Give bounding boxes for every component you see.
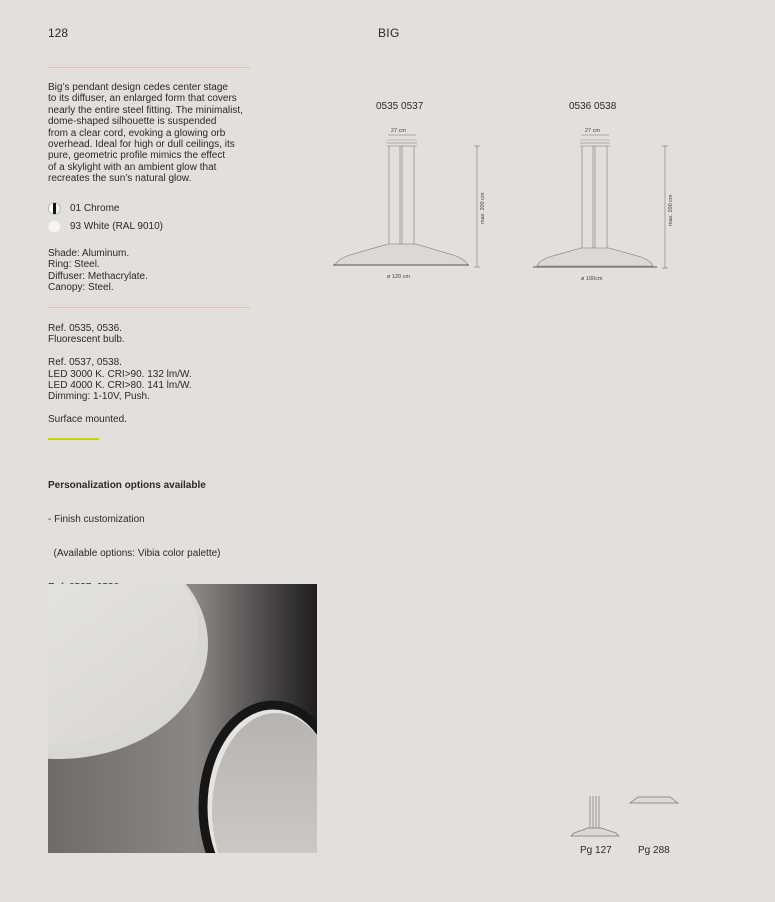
material-item: Diffuser: Methacrylate.	[48, 270, 148, 282]
drawing-codes: 0536 0538	[569, 101, 617, 112]
width-label: 27 cm	[585, 128, 600, 134]
height-label: max. 200 cm	[668, 194, 674, 226]
lamp-drawing-100	[525, 118, 695, 288]
divider	[48, 67, 250, 68]
spec-ref: Ref. 0537, 0538.	[48, 357, 122, 369]
spec-bulb: Fluorescent bulb.	[48, 334, 125, 346]
finish-label: 93 White (RAL 9010)	[70, 221, 164, 232]
description-line: to its diffuser, an enlarged form that covers	[48, 93, 237, 105]
spec-dimming: Dimming: 1-10V, Push.	[48, 391, 150, 403]
product-photo	[48, 584, 317, 853]
drawing-codes: 0535 0537	[376, 101, 424, 112]
diameter-label: ø 120 cm	[387, 274, 410, 280]
description-line: Big’s pendant design cedes center stage	[48, 82, 228, 93]
spec-ref: Ref. 0535, 0536.	[48, 323, 122, 334]
description-line: nearly the entire steel fitting. The minimalist,	[48, 104, 243, 116]
technical-specs	[48, 323, 192, 426]
spec-led: LED 4000 K. CRI>80. 141 lm/W.	[48, 380, 192, 392]
page-link-288[interactable]: Pg 288	[638, 845, 670, 856]
description-line: recreates the sun’s natural glow.	[48, 173, 192, 185]
height-label: max. 200 cm	[480, 192, 486, 224]
description-line: of a skylight with an ambient glow that	[48, 161, 217, 173]
option-line: (Available options: Vibia color palette)	[48, 548, 221, 560]
description-line: pure, geometric profile mimics the effect	[48, 150, 226, 162]
accent-bar	[48, 438, 99, 440]
finish-white	[48, 220, 163, 233]
description-line: dome-shaped silhouette is suspended	[48, 116, 217, 128]
personalization-heading: Personalization options available	[48, 479, 206, 491]
finish-chrome	[48, 202, 119, 215]
spec-mounting: Surface mounted.	[48, 414, 127, 426]
diameter-label: ø 100cm	[581, 276, 603, 282]
material-item: Ring: Steel.	[48, 259, 100, 271]
materials-list	[48, 248, 148, 294]
white-swatch	[48, 220, 61, 233]
spec-led: LED 3000 K. CRI>90. 132 lm/W.	[48, 368, 192, 380]
lamp-drawing-120	[325, 118, 495, 288]
page-title: BIG	[378, 26, 400, 40]
ceiling-thumbnail-icon	[628, 792, 680, 808]
width-label: 27 cm	[391, 128, 406, 134]
material-item: Shade: Aluminum.	[48, 248, 130, 259]
page-link-127[interactable]: Pg 127	[580, 845, 612, 856]
finish-label: 01 Chrome	[70, 203, 120, 214]
material-item: Canopy: Steel.	[48, 282, 114, 294]
pendant-thumbnail-icon	[566, 792, 626, 840]
product-description	[48, 82, 253, 185]
chrome-swatch	[48, 202, 61, 215]
page-number: 128	[48, 26, 69, 40]
option-line: - Finish customization	[48, 514, 145, 526]
divider	[48, 307, 250, 308]
description-line: overhead. Ideal for high or dull ceilings, its	[48, 139, 235, 151]
description-line: from a clear cord, evoking a glowing orb	[48, 127, 226, 139]
